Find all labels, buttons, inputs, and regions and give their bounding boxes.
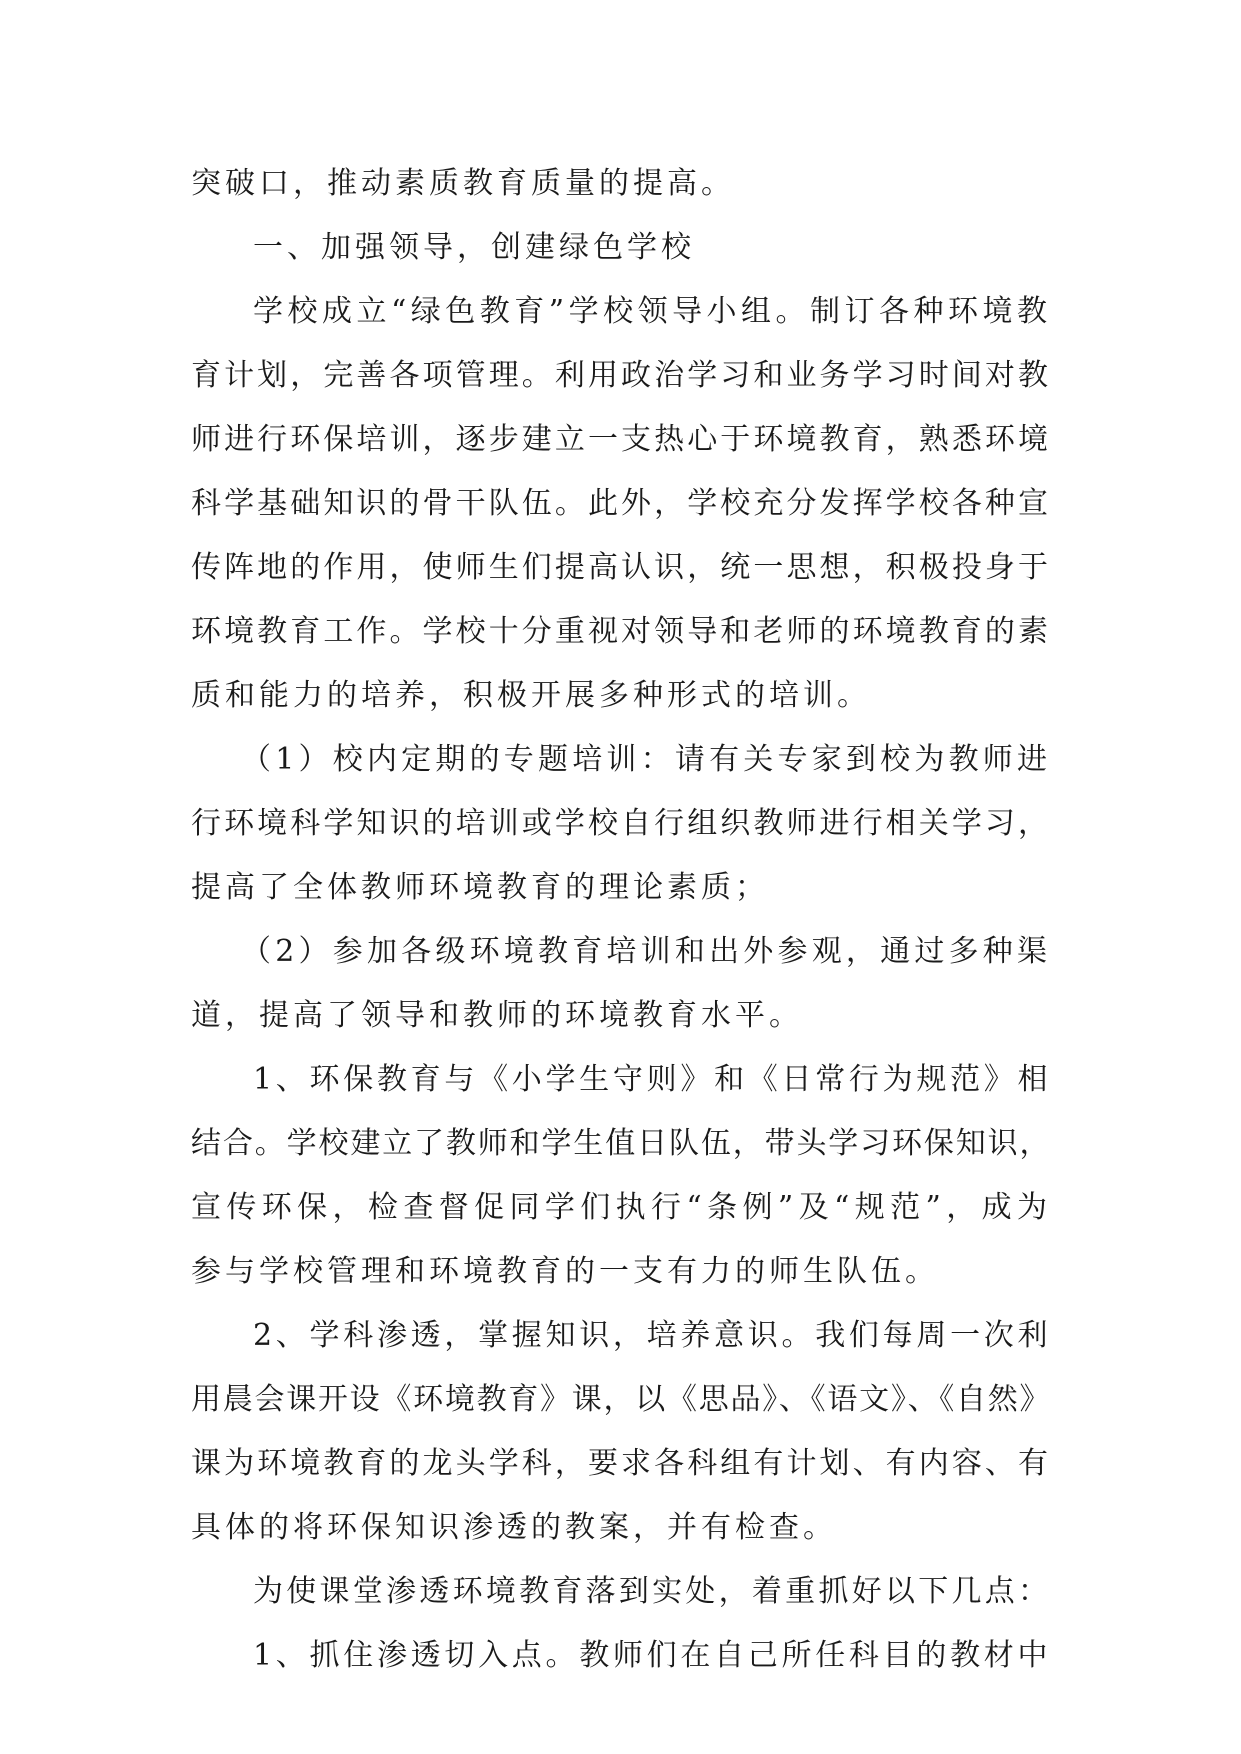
- text-line: 具体的将环保知识渗透的教案，并有检查。: [191, 1510, 837, 1545]
- text-line: 1、环保教育与《小学生守则》和《日常行为规范》相: [253, 1062, 1051, 1097]
- text-line: 结合。学校建立了教师和学生值日队伍，带头学习环保知识，: [191, 1126, 1051, 1161]
- text-line: 育计划，完善各项管理。利用政治学习和业务学习时间对教: [191, 358, 1051, 393]
- text-line: 一、加强领导，创建绿色学校: [253, 230, 695, 265]
- text-line: 1、抓住渗透切入点。教师们在自己所任科目的教材中: [253, 1638, 1051, 1673]
- text-line: 为使课堂渗透环境教育落到实处，着重抓好以下几点：: [253, 1574, 1051, 1609]
- text-line: 2、学科渗透，掌握知识，培养意识。我们每周一次利: [253, 1318, 1051, 1353]
- text-line: 参与学校管理和环境教育的一支有力的师生队伍。: [191, 1254, 939, 1289]
- text-line: （1）校内定期的专题培训：请有关专家到校为教师进: [241, 742, 1051, 777]
- text-line: 道，提高了领导和教师的环境教育水平。: [191, 998, 803, 1033]
- text-line: 提高了全体教师环境教育的理论素质；: [191, 870, 769, 905]
- text-line: 课为环境教育的龙头学科，要求各科组有计划、有内容、有: [191, 1446, 1051, 1481]
- text-line: 质和能力的培养，积极开展多种形式的培训。: [191, 678, 871, 713]
- text-line: 师进行环保培训，逐步建立一支热心于环境教育，熟悉环境: [191, 422, 1051, 457]
- text-line: 传阵地的作用，使师生们提高认识，统一思想，积极投身于: [191, 550, 1051, 585]
- text-line: 科学基础知识的骨干队伍。此外，学校充分发挥学校各种宣: [191, 486, 1051, 521]
- text-line: 用晨会课开设《环境教育》课，以《思品》、《语文》、《自然》: [191, 1382, 1051, 1417]
- text-line: 宣传环保，检查督促同学们执行“条例”及“规范”，成为: [191, 1190, 1051, 1225]
- text-line: 环境教育工作。学校十分重视对领导和老师的环境教育的素: [191, 614, 1051, 649]
- text-line: 行环境科学知识的培训或学校自行组织教师进行相关学习，: [191, 806, 1051, 841]
- text-line: （2）参加各级环境教育培训和出外参观，通过多种渠: [241, 934, 1051, 969]
- text-line: 学校成立“绿色教育”学校领导小组。制订各种环境教: [253, 294, 1051, 329]
- text-line: 突破口，推动素质教育质量的提高。: [191, 166, 735, 201]
- document-body: [191, 152, 1051, 1688]
